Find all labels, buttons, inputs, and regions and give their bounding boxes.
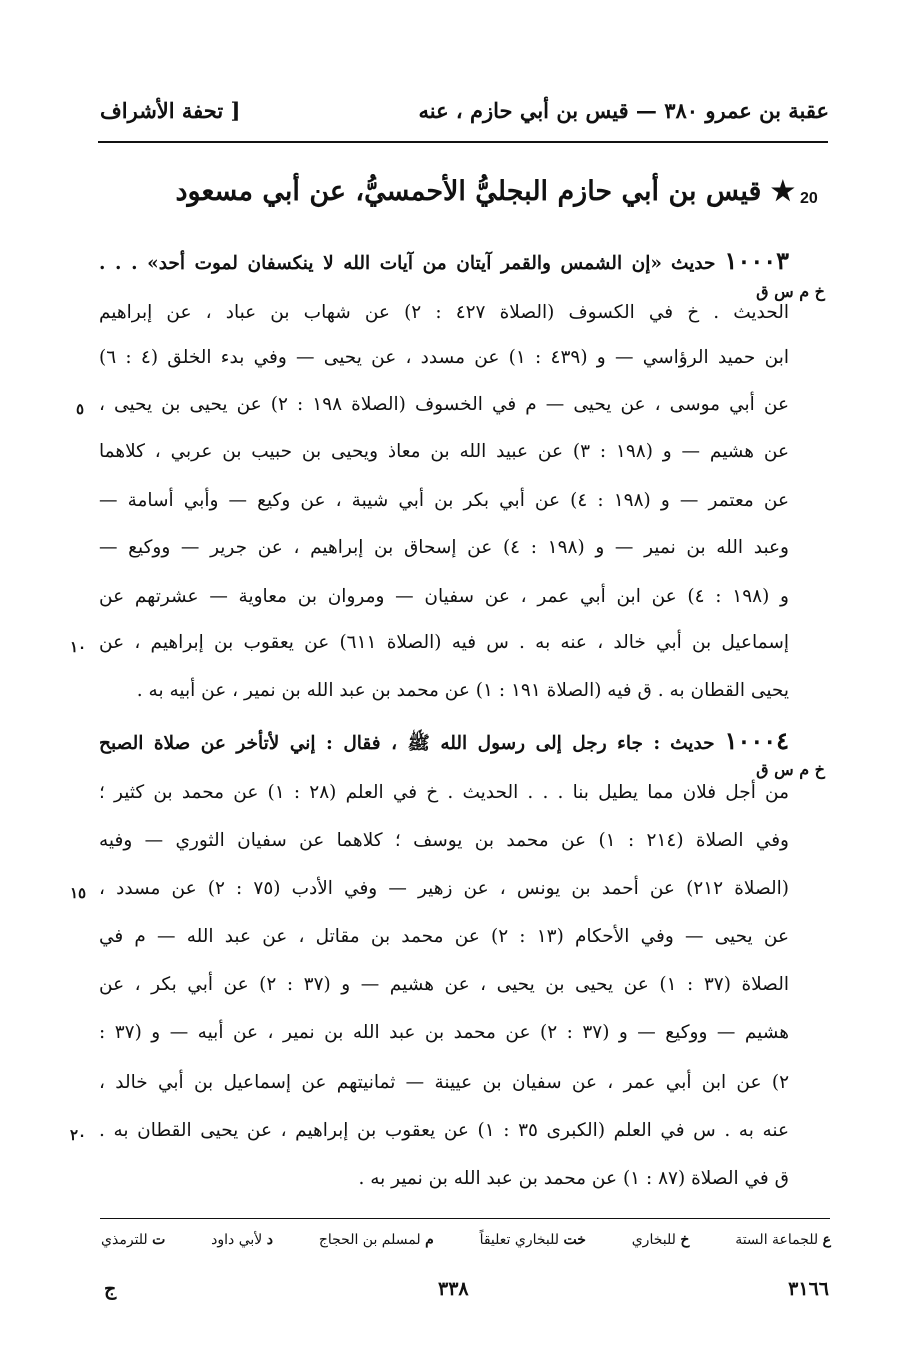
text-line: (الصلاة ٢١٢) عن أحمد بن يونس ، عن زهير — وفي الأدب (٧٥ : ٢) عن مسدد ، (99, 878, 789, 899)
text-line: عن هشيم — و (١٩٨ : ٣) عن عبيد الله بن معاذ ويحيى بن حبيب بن عربي ، كلاهما (99, 441, 790, 462)
text-line: إسماعيل بن أبي خالد ، عنه به . س فيه (الصلاة ٦١١) عن يعقوب بن إبراهيم ، عن (99, 632, 790, 653)
signature-mark: ج (104, 1278, 117, 1300)
text-line: وعبد الله بن نمير — و (١٩٨ : ٤) عن إسحاق بن إبراهيم ، عن جرير — ووكيع — (99, 537, 789, 558)
hadith-lead: حديث (670, 733, 715, 754)
text-line: من أجل فلان مما يطيل بنا . . . الحديث . خ في العلم (٢٨ : ١) عن محمد بن كثير ؛ (99, 782, 790, 803)
text-line: و (١٩٨ : ٤) عن ابن أبي عمر ، عن سفيان — ومروان بن معاوية — عشرتهم عن (99, 586, 789, 607)
text-line: عنه به . س في العلم (الكبرى ٣٥ : ١) عن يعقوب بن إبراهيم ، عن يحيى القطان به . (99, 1120, 789, 1141)
legend-item: خ للبخاري (631, 1232, 690, 1248)
hadith-number: ١٠٠٠٤ (724, 726, 790, 755)
text-line: ق في الصلاة (٨٧ : ١) عن محمد بن عبد الله بن نمير به . (358, 1168, 789, 1189)
page-number: ٣٣٨ (438, 1278, 469, 1300)
text-line: هشيم — ووكيع — و (٣٧ : ٢) عن محمد بن عبد الله بن نمير ، عن أبيه — و (٣٧ : (99, 1022, 790, 1043)
text-line: الصلاة (٣٧ : ١) عن يحيى بن يحيى ، عن هشيم — و (٣٧ : ٢) عن أبي بكر ، عن (99, 974, 789, 995)
margin-line-number: ٥ (76, 400, 85, 418)
book-sigla: خ م س ق (756, 760, 825, 779)
header-rule (98, 141, 828, 143)
running-header-left: [ تحفة الأشراف (100, 98, 241, 123)
running-header-right: عقبة بن عمرو ٣٨٠ — قيس بن أبي حازم ، عنه (418, 98, 829, 123)
margin-line-number: ٢٠ (70, 1126, 87, 1144)
entry-first-line (99, 726, 789, 759)
volume-page-number: ٣١٦٦ (788, 1278, 829, 1300)
text-line: وفي الصلاة (٢١٤ : ١) عن محمد بن يوسف ؛ كلاهما عن سفيان الثوري — وفيه (99, 830, 789, 851)
margin-line-number: ١٥ (70, 884, 87, 902)
entry-first-line (99, 246, 789, 275)
legend-item: خت للبخاري تعليقاً (479, 1232, 586, 1248)
hadith-lead: حديث (671, 253, 716, 274)
hadith-text: : جاء رجل إلى رسول الله ﷺ ، فقال : إني لأتأخر عن صلاة الصبح (99, 733, 661, 754)
footnote-rule (100, 1218, 830, 1219)
text-line: عن معتمر — و (١٩٨ : ٤) عن أبي بكر بن أبي شيبة ، عن وكيع — وأبي أسامة — (99, 490, 789, 511)
hadith-text: «إن الشمس والقمر آيتان من آيات الله لا ينكسفان لموت أحد» . . . (99, 253, 662, 274)
text-line: الحديث . خ في الكسوف (الصلاة ٤٢٧ : ٢) عن شهاب بن عباد ، عن إبراهيم (99, 302, 789, 323)
section-title: ★ قيس بن أبي حازم البجليُّ الأحمسيُّ، عن أبي مسعود (175, 176, 795, 207)
section-number: 20 (800, 190, 818, 207)
text-line: ٢) عن ابن أبي عمر ، عن سفيان بن عيينة — ثمانيتهم عن إسماعيل بن أبي خالد ، (99, 1072, 789, 1093)
margin-line-number: ١٠ (70, 638, 87, 656)
sigla-legend (101, 1232, 831, 1248)
book-sigla: خ م س ق (756, 282, 825, 301)
text-line: يحيى القطان به . ق فيه (الصلاة ١٩١ : ١) عن محمد بن عبد الله بن نمير ، عن أبيه به . (136, 680, 789, 701)
legend-item: د لأبي داود (211, 1232, 273, 1248)
hadith-number: ١٠٠٠٣ (724, 246, 789, 275)
legend-item: م لمسلم بن الحجاج (318, 1232, 434, 1248)
legend-item: ت للترمذي (101, 1232, 166, 1248)
text-line: عن أبي موسى ، عن يحيى — م في الخسوف (الصلاة ١٩٨ : ٢) عن يحيى بن يحيى ، (99, 394, 789, 415)
text-line: ابن حميد الرؤاسي — و (٤٣٩ : ١) عن مسدد ، عن يحيى — وفي بدء الخلق (٤ : ٦) (99, 347, 789, 368)
legend-item: ع للجماعة الستة (735, 1232, 831, 1248)
text-line: عن يحيى — وفي الأحكام (١٣ : ٢) عن محمد بن مقاتل ، عن عبد الله — م في (99, 926, 789, 947)
